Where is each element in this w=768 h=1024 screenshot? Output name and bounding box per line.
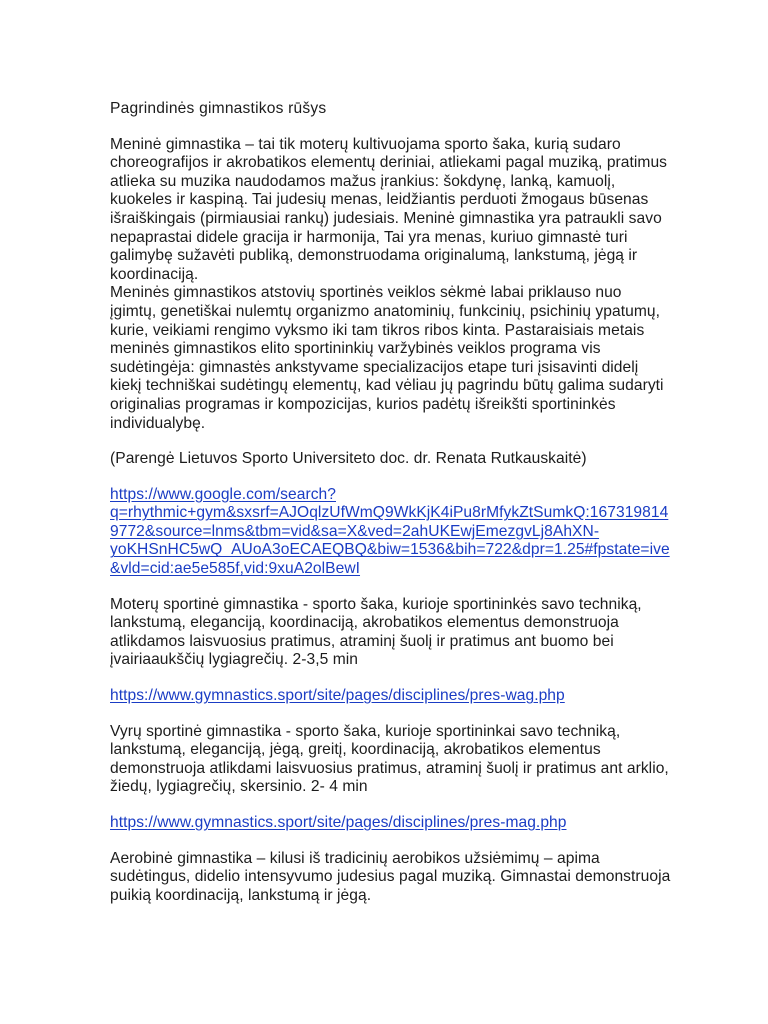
paragraph-rhythmic-gymnastics — [110, 136, 738, 434]
paragraph-line: kurie, veikiami rengimo vyksmo iki tam tikros ribos kinta. Pastaraisiais metais — [110, 321, 645, 339]
paragraph-line: originalias programas ir kompozicijas, kurios padėtų išreikšti sportininkės — [110, 395, 616, 413]
document-body — [110, 100, 738, 905]
paragraph-line: sudėtingus, didelio intensyvumo judesius pagal muziką. Gimnastai demonstruoja — [110, 868, 671, 886]
paragraph-line: koordinaciją. — [110, 265, 199, 283]
paragraph-line: choreografijos ir akrobatikos elementų deriniai, atliekami pagal muziką, pratimus — [110, 154, 668, 172]
paragraph-line: įgimtų, genetiškai nulemtų organizmo anatominių, funkcinių, psichinių ypatumų, — [110, 302, 660, 320]
paragraph-line: atlieka su muzika naudodamos mažus įrankius: šokdynę, lanką, kamuolį, — [110, 172, 616, 190]
paragraph-line: Aerobinė gimnastika – kilusi iš tradicinių aerobikos užsiėmimų – apima — [110, 849, 600, 867]
paragraph-line: lankstumą, eleganciją, koordinaciją, akrobatikos elementus demonstruoja — [110, 614, 619, 632]
paragraph-line: puikią koordinaciją, lankstumą ir jėgą. — [110, 886, 372, 904]
paragraph-womens-artistic — [110, 596, 738, 670]
paragraph-aerobic — [110, 850, 738, 906]
link-line[interactable]: 9772&source=lnms&tbm=vid&sa=X&ved=2ahUKEwjEmezgvLj8AhXN- — [110, 522, 600, 540]
paragraph-line: Moterų sportinė gimnastika - sporto šaka, kurioje sportininkės savo techniką, — [110, 595, 642, 613]
paragraph-mens-artistic — [110, 723, 738, 797]
paragraph-line: sudėtingėja: gimnastės ankstyvame specializacijos etape turi įsisavinti didelį — [110, 358, 639, 376]
author-credit: (Parengė Lietuvos Sporto Universiteto doc. dr. Renata Rutkauskaitė) — [110, 450, 587, 468]
paragraph-line: atlikdamos laisvuosius pratimus, atraminį šuolį ir pratimus ant buomo bei — [110, 632, 614, 650]
paragraph-line: kuokeles ir kaspiną. Tai judesių menas, leidžiantis perduoti žmogaus būsenas — [110, 191, 649, 209]
link-line[interactable]: &vld=cid:ae5e585f,vid:9xuA2olBewI — [110, 560, 361, 578]
paragraph-line: demonstruoja atlikdami laisvuosius pratimus, atraminį šuolį ir pratimus ant arklio, — [110, 759, 669, 777]
paragraph-line: Vyrų sportinė gimnastika - sporto šaka, kurioje sportininkai savo techniką, — [110, 722, 621, 740]
paragraph-line: galimybę sužavėti publiką, demonstruodama originalumą, lankstumą, jėgą ir — [110, 247, 638, 265]
document-title: Pagrindinės gimnastikos rūšys — [110, 100, 327, 117]
link-line[interactable]: q=rhythmic+gym&sxsrf=AJOqlzUfWmQ9WkKjK4iPu8rMfykZtSumkQ:167319814 — [110, 504, 669, 522]
paragraph-line: meninės gimnastikos elito sportininkių varžybinės veiklos programa vis — [110, 340, 601, 358]
paragraph-line: išraiškingais (pirmiausiai rankų) judesiais. Meninė gimnastika yra patraukli savo — [110, 209, 662, 227]
paragraph-line: žiedų, lygiagrečių, skersinio. 2- 4 min — [110, 778, 368, 796]
paragraph-line: Meninės gimnastikos atstovių sportinės veiklos sėkmė labai priklauso nuo — [110, 284, 622, 302]
paragraph-line: individualybę. — [110, 414, 206, 432]
paragraph-line: įvairiaaukščių lygiagrečių. 2-3,5 min — [110, 651, 358, 669]
link-line[interactable]: yoKHSnHC5wQ_AUoA3oECAEQBQ&biw=1536&bih=722&dpr=1.25#fpstate=ive — [110, 541, 670, 559]
paragraph-line: lankstumą, eleganciją, jėgą, greitį, koordinaciją, akrobatikos elementus — [110, 741, 601, 759]
paragraph-line: nepaprastai didele gracija ir harmonija, Tai yra menas, kuriuo gimnastė turi — [110, 228, 628, 246]
link-wag[interactable]: https://www.gymnastics.sport/site/pages/disciplines/pres-wag.php — [110, 687, 565, 705]
link-mag[interactable]: https://www.gymnastics.sport/site/pages/disciplines/pres-mag.php — [110, 814, 567, 831]
link-line[interactable]: https://www.google.com/search? — [110, 485, 336, 503]
paragraph-line: kiekį techniškai sudėtingų elementų, kad vėliau jų pagrindu būtų galima sudaryti — [110, 377, 664, 395]
link-rhythmic-video[interactable] — [110, 486, 738, 579]
paragraph-line: Meninė gimnastika – tai tik moterų kultivuojama sporto šaka, kurią sudaro — [110, 135, 621, 153]
